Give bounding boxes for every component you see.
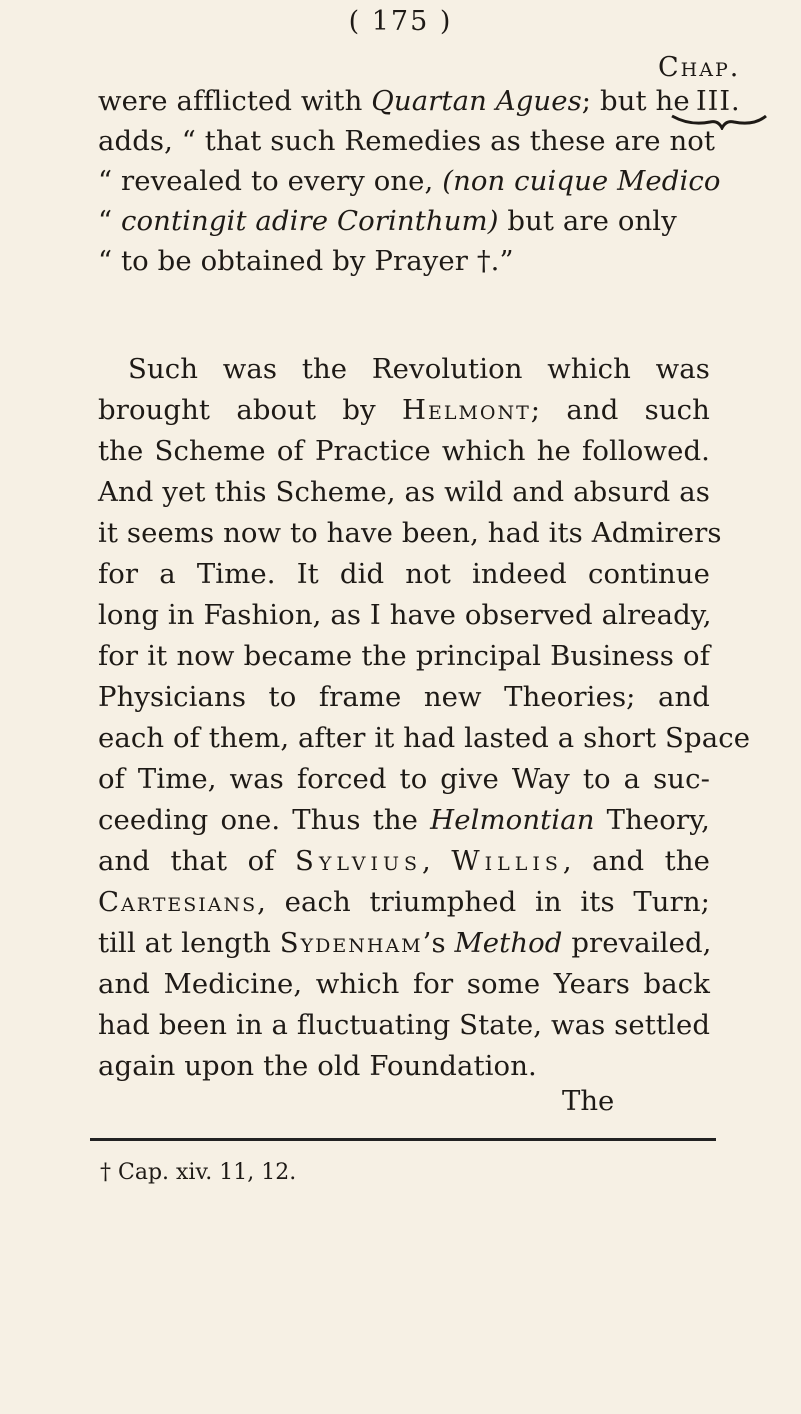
text-line: Physicians to frame new Theories; and xyxy=(98,681,710,713)
text-line: of Time, was forced to give Way to a suc- xyxy=(98,763,710,795)
footnote: † Cap. xiv. 11, 12. xyxy=(100,1160,297,1185)
text-line: had been in a fluctuating State, was settled xyxy=(98,1009,711,1041)
text-line: it seems now to have been, had its Admirers xyxy=(98,517,722,549)
text-line: till at length Sydenham’s Method prevailed, xyxy=(98,927,712,959)
text-line: and that of Sylvius, Willis, and the xyxy=(98,845,711,877)
text-line: long in Fashion, as I have observed already, xyxy=(98,599,712,631)
text-line: “ to be obtained by Prayer †.” xyxy=(98,245,514,277)
text-line: for a Time. It did not indeed continue xyxy=(98,558,710,590)
chapter-number: III. xyxy=(696,86,741,117)
text-line: “ revealed to every one, (non cuique Medico xyxy=(98,165,721,197)
text-line: adds, “ that such Remedies as these are not xyxy=(98,125,716,157)
text-line: the Scheme of Practice which he followed. xyxy=(98,435,710,467)
text-line: “ contingit adire Corinthum) but are only xyxy=(98,205,677,237)
chapter-word: Chap. xyxy=(658,52,741,83)
text-line: Such was the Revolution which was xyxy=(128,353,710,385)
text-line: for it now became the principal Business of xyxy=(98,640,710,672)
chapter-label xyxy=(658,52,740,83)
catchword: The xyxy=(562,1085,615,1117)
footnote-rule xyxy=(90,1138,716,1141)
text-line: were afflicted with Quartan Agues; but he xyxy=(98,85,690,117)
text-line: Cartesians, each triumphed in its Turn; xyxy=(98,886,710,918)
text-line: and Medicine, which for some Years back xyxy=(98,968,710,1000)
text-line: again upon the old Foundation. xyxy=(98,1050,537,1082)
text-line: And yet this Scheme, as wild and absurd as xyxy=(98,476,710,508)
text-line: each of them, after it had lasted a short Space xyxy=(98,722,751,754)
text-line: brought about by Helmont; and such xyxy=(98,394,710,426)
text-line: ceeding one. Thus the Helmontian Theory, xyxy=(98,804,710,836)
page-number: ( 175 ) xyxy=(348,6,453,37)
